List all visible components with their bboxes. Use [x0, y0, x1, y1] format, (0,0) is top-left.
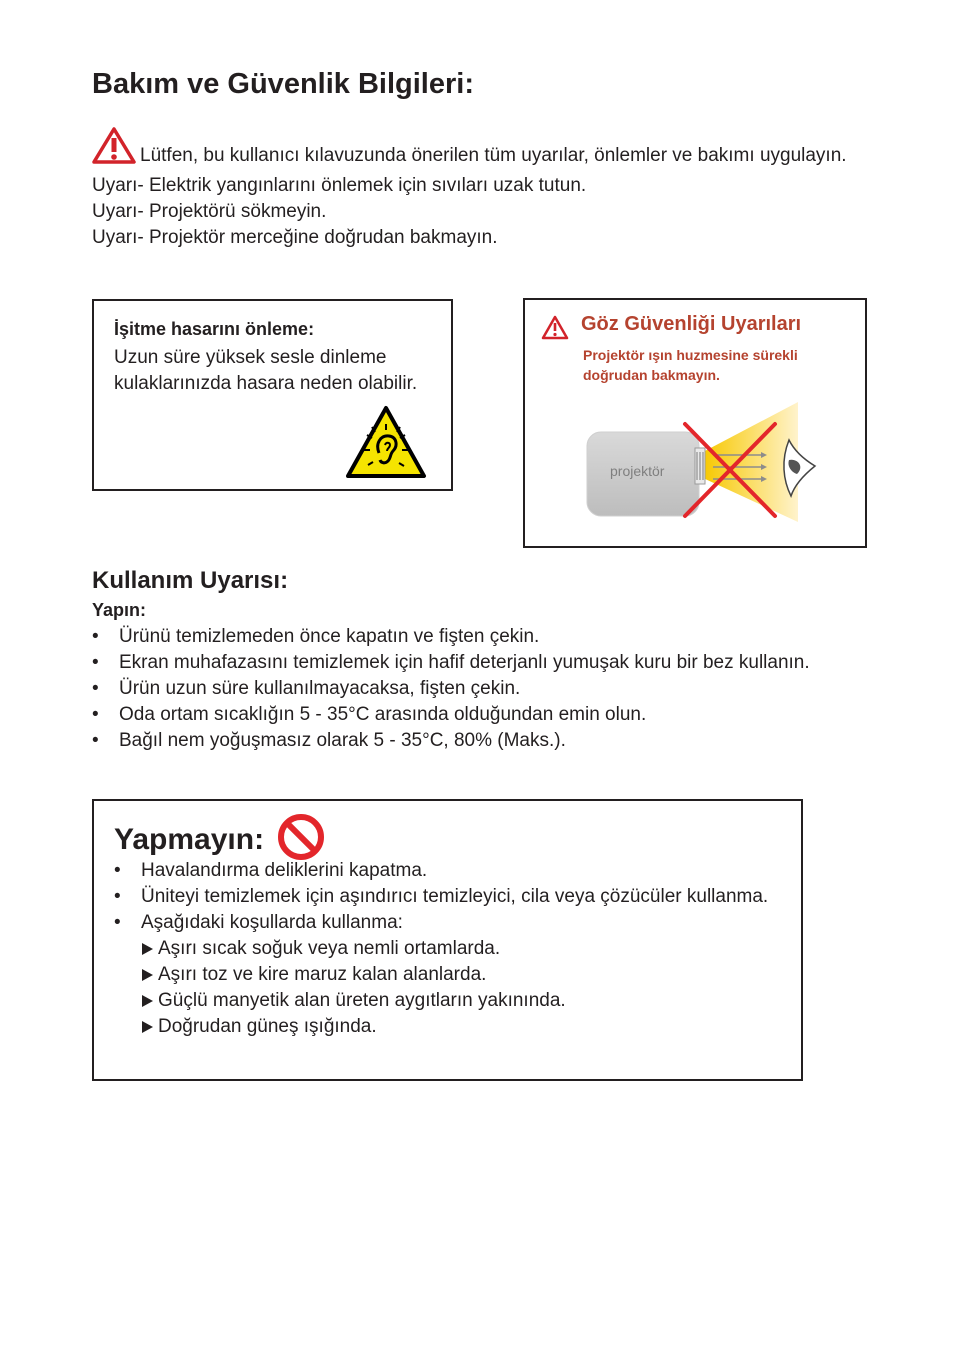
list-item: • Oda ortam sıcaklığın 5 - 35°C arasında olduğundan emin olun.: [92, 702, 852, 728]
condition-item: Aşırı sıcak soğuk veya nemli ortamlarda.: [141, 936, 784, 962]
conditions-label: Aşağıdaki koşullarda kullanma:: [141, 912, 403, 933]
projector-label: projektör: [610, 463, 665, 479]
warning-icon: [92, 127, 136, 173]
dont-list: [114, 858, 784, 1040]
do-label: Yapın:: [92, 600, 147, 620]
intro-line-2: Uyarı- Elektrik yangınlarını önlemek için sıvıları uzak tutun.: [92, 175, 587, 196]
hearing-damage-icon: [345, 405, 427, 484]
page-title: Bakım ve Güvenlik Bilgileri:: [92, 68, 474, 100]
list-item: • Üniteyi temizlemek için aşındırıcı temizleyici, cila veya çözücüler kullanma.: [114, 884, 784, 910]
condition-item: Aşırı toz ve kire maruz kalan alanlarda.: [141, 962, 784, 988]
list-item: • Bağıl nem yoğuşmasız olarak 5 - 35°C, 80% (Maks.).: [92, 728, 852, 754]
projector-beam-illustration: [583, 400, 823, 535]
usage-section-title: Kullanım Uyarısı:: [92, 567, 289, 594]
eye-safety-box: [523, 298, 867, 548]
list-item: • Ürünü temizlemeden önce kapatın ve fişten çekin.: [92, 624, 852, 650]
eye-safety-title: Göz Güvenliği Uyarıları: [581, 313, 802, 335]
hearing-text: Uzun süre yüksek sesle dinleme kulaklarınızda hasara neden olabilir.: [114, 347, 418, 394]
hearing-warning-box: [92, 299, 453, 491]
do-list: [92, 624, 852, 754]
dont-box: [92, 799, 803, 1081]
eye-warning-icon: [541, 315, 569, 345]
dont-title: Yapmayın:: [114, 823, 265, 856]
intro-section: [92, 127, 872, 251]
intro-line-4: Uyarı- Projektör merceğine doğrudan bakmayın.: [92, 227, 498, 248]
conditions-list: [141, 936, 784, 1040]
condition-item: Güçlü manyetik alan üreten aygıtların yakınında.: [141, 988, 784, 1014]
list-item: • Ekran muhafazasını temizlemek için hafif deterjanlı yumuşak kuru bir bez kullanın.: [92, 650, 852, 676]
condition-item: Doğrudan güneş ışığında.: [141, 1014, 784, 1040]
list-item: [114, 910, 784, 1040]
hearing-title: İşitme hasarını önleme:: [114, 319, 315, 339]
intro-line-1: [92, 127, 872, 173]
intro-line-3: Uyarı- Projektörü sökmeyin.: [92, 201, 327, 222]
intro-text-1: Lütfen, bu kullanıcı kılavuzunda önerilen tüm uyarılar, önlemler ve bakımı uygulayın.: [140, 145, 847, 166]
eye-safety-text: Projektör ışın huzmesine sürekli doğrudan bakmayın.: [583, 347, 798, 383]
list-item: • Ürün uzun süre kullanılmayacaksa, fişten çekin.: [92, 676, 852, 702]
list-item: • Havalandırma deliklerini kapatma.: [114, 858, 784, 884]
